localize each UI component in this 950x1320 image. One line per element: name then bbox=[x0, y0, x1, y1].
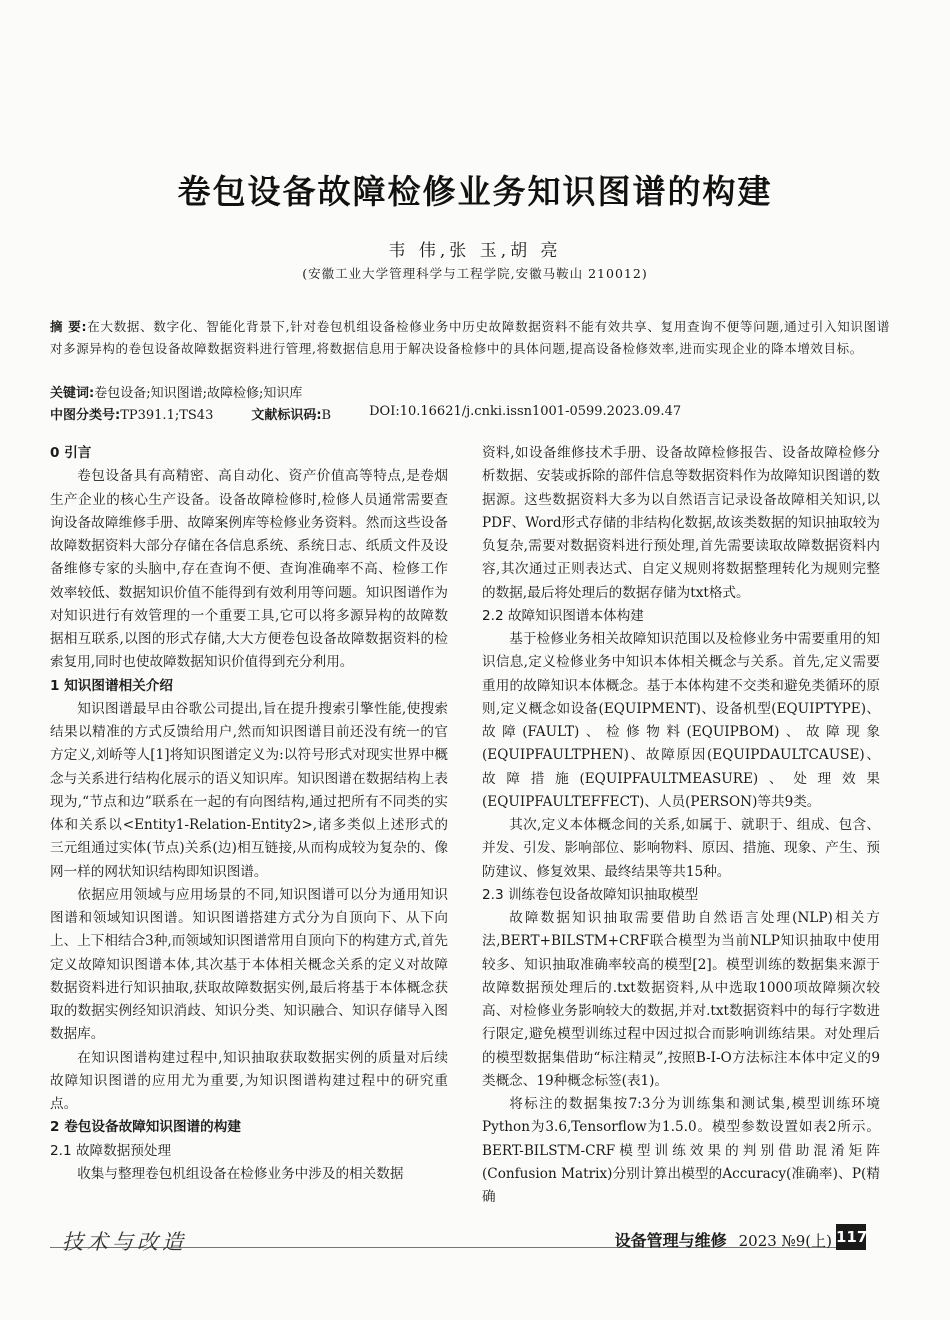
affiliation: (安徽工业大学管理科学与工程学院,安徽马鞍山 210012) bbox=[302, 266, 648, 281]
section-heading: 0 引言 bbox=[50, 445, 92, 461]
paragraph: 基于检修业务相关故障知识范围以及检修业务中需要重用的知识信息,定义检修业务中知识本体相关概念与关系。首先,定义需要重用的故障知识本体概念。基于本体构建不交类和避免类循环的原则,定义概念如设备(EQUIPMENT)、设备机型(EQUIPTYPE)、故障(FAULT)、检修物料(EQUIPBOM)、故障现象(EQUIPFAULTPHEN)、故障原因(EQUIPDAULTCAUSE)、故障措施(EQUIPFAULTMEASURE)、处理效果(EQUIPFAULTEFFECT)、人员(PERSON)等共9类。 bbox=[482, 631, 880, 810]
clc bbox=[50, 404, 213, 423]
paragraph: 资料,如设备维修技术手册、设备故障检修报告、设备故障检修分析数据、安装或拆除的部件信息等数据资料作为故障知识图谱的数据源。这些数据资料大多为以自然语言记录设备故障相关知识,以PDF、Word形式存储的非结构化数据,故该类数据的知识抽取较为负复杂,需要对数据资料进行预处理,首先需要读取故障数据资料内容,其次通过正则表达式、自定义规则将数据整理转化为规则完整的数据,最后将处理后的数据存储为txt格式。 bbox=[482, 445, 880, 601]
doc-value: B bbox=[321, 408, 332, 423]
section-heading: 2 卷包设备故障知识图谱的构建 bbox=[50, 1119, 241, 1136]
keywords-text: 卷包设备;知识图谱;故障检修;知识库 bbox=[94, 386, 303, 401]
keywords bbox=[50, 382, 302, 401]
paragraph: 其次,定义本体概念间的关系,如属于、就职于、组成、包含、并发、引发、影响部位、影响物料、原因、措施、现象、产生、预防建议、修复效果、最终结果等共15种。 bbox=[482, 817, 880, 880]
doi-value: 10.16621/j.cnki.issn1001-0599.2023.09.47 bbox=[399, 404, 682, 419]
footer-journal bbox=[615, 1228, 832, 1251]
authors: 韦 伟,张 玉,胡 亮 bbox=[388, 241, 562, 261]
clc-value: TP391.1;TS43 bbox=[120, 408, 214, 423]
journal-name: 设备管理与维修 bbox=[614, 1231, 727, 1250]
journal-issue: 2023 №9(上) bbox=[738, 1232, 832, 1250]
paragraph: 收集与整理卷包机组设备在检修业务中涉及的相关数据 bbox=[77, 1165, 404, 1182]
paper-title: 卷包设备故障检修业务知识图谱的构建 bbox=[177, 172, 773, 211]
paragraph: 知识图谱最早由谷歌公司提出,旨在提升搜索引擎性能,使搜索结果以精准的方式反馈给用户,然而知识图谱目前还没有统一的官方定义,刘峤等人[1]将知识图谱定义为:以符号形式对现实世界中概念与关系进行结构化展示的语义知识库。知识图谱在数据结构上表现为,“节点和边”联系在一起的有向图结构,通过把所有不同类的实体和关系以<Entity1-Relation-Entity2>,诸多类似上述形式的三元组通过实体(节点)关系(边)相互链接,从而构成较为复杂的、像网一样的网状知识结构即知识图谱。 bbox=[50, 700, 448, 880]
doi bbox=[369, 404, 681, 423]
page-number: 117 bbox=[836, 1224, 866, 1250]
paragraph: 依据应用领域与应用场景的不同,知识图谱可以分为通用知识图谱和领域知识图谱。知识图谱搭建方式分为自顶向下、从下向上、上下相结合3种,而领域知识图谱常用自顶向下的构建方式,首先定义故障知识图谱本体,其次基于本体相关概念关系的定义对故障数据资料进行知识抽取,获取故障数据实例,最后将基于本体概念获取的数据实例经知识消歧、知识分类、知识融合、知识存储导入图数据库。 bbox=[50, 886, 448, 1043]
clc-label: 中图分类号: bbox=[50, 408, 121, 423]
abstract-label: 摘 要: bbox=[50, 319, 88, 334]
classification-row bbox=[50, 404, 681, 423]
paragraph: 在知识图谱构建过程中,知识抽取获取数据实例的质量对后续故障知识图谱的应用尤为重要,为知识图谱构建过程中的研究重点。 bbox=[50, 1049, 448, 1112]
subsection-heading: 2.3 训练卷包设备故障知识抽取模型 bbox=[482, 886, 699, 903]
right-column bbox=[482, 442, 880, 1209]
subsection-heading: 2.1 故障数据预处理 bbox=[50, 1142, 172, 1159]
paragraph: 卷包设备具有高精密、高自动化、资产价值高等特点,是卷烟生产企业的核心生产设备。设备故障检修时,检修人员通常需要查询设备故障维修手册、故障案例库等检修业务资料。然而这些设备故障数据资料大部分存储在各信息系统、系统日志、纸质文件及设备维修专家的头脑中,存在查询不便、查询准确率不高、检修工作效率较低、数据知识价值不能得到有效利用等问题。知识图谱作为对知识进行有效管理的一个重要工具,它可以将多源异构的故障数据相互联系,以图的形式存储,大大方便卷包设备故障数据资料的检索复用,同时也使故障数据知识价值得到充分利用。 bbox=[50, 468, 448, 671]
paragraph: 将标注的数据集按7:3分为训练集和测试集,模型训练环境Python为3.6,Tensorflow为1.5.0。模型参数设置如表2所示。BERT-BILSTM-CRF模型训练效果的判别借助混淆矩阵(Confusion Matrix)分别计算出模型的Accuracy(准确率)、P(精确 bbox=[482, 1096, 880, 1205]
left-column bbox=[50, 442, 448, 1186]
abstract bbox=[50, 316, 890, 360]
section-heading: 1 知识图谱相关介绍 bbox=[50, 677, 173, 694]
doc-label: 文献标识码: bbox=[251, 408, 322, 423]
abstract-text: 在大数据、数字化、智能化背景下,针对卷包机组设备检修业务中历史故障数据资料不能有效共享、复用查询不便等问题,通过引入知识图谱对多源异构的卷包设备故障数据资料进行管理,将数据信息用于解决设备检修中的具体问题,提高设备检修效率,进而实现企业的降本增效目标。 bbox=[50, 319, 890, 356]
doi-label: DOI: bbox=[369, 404, 400, 419]
keywords-label: 关键词: bbox=[50, 386, 95, 401]
subsection-heading: 2.2 故障知识图谱本体构建 bbox=[482, 607, 644, 624]
footer-section-name: 技术与改造 bbox=[62, 1230, 187, 1254]
paragraph: 故障数据知识抽取需要借助自然语言处理(NLP)相关方法,BERT+BILSTM+CRF联合模型为当前NLP知识抽取中使用较多、知识抽取准确率较高的模型[2]。模型训练的数据集来源于故障数据预处理后的.txt数据资料,从中选取1000项故障频次较高、对检修业务影响较大的数据,并对.txt数据资料中的每行字数进行限定,避免模型训练过程中因过拟合而影响训练结果。对处理后的模型数据集借助“标注精灵”,按照B-I-O方法标注本体中定义的9类概念、19种概念标签(表1)。 bbox=[482, 910, 880, 1089]
doc-code bbox=[251, 404, 331, 423]
